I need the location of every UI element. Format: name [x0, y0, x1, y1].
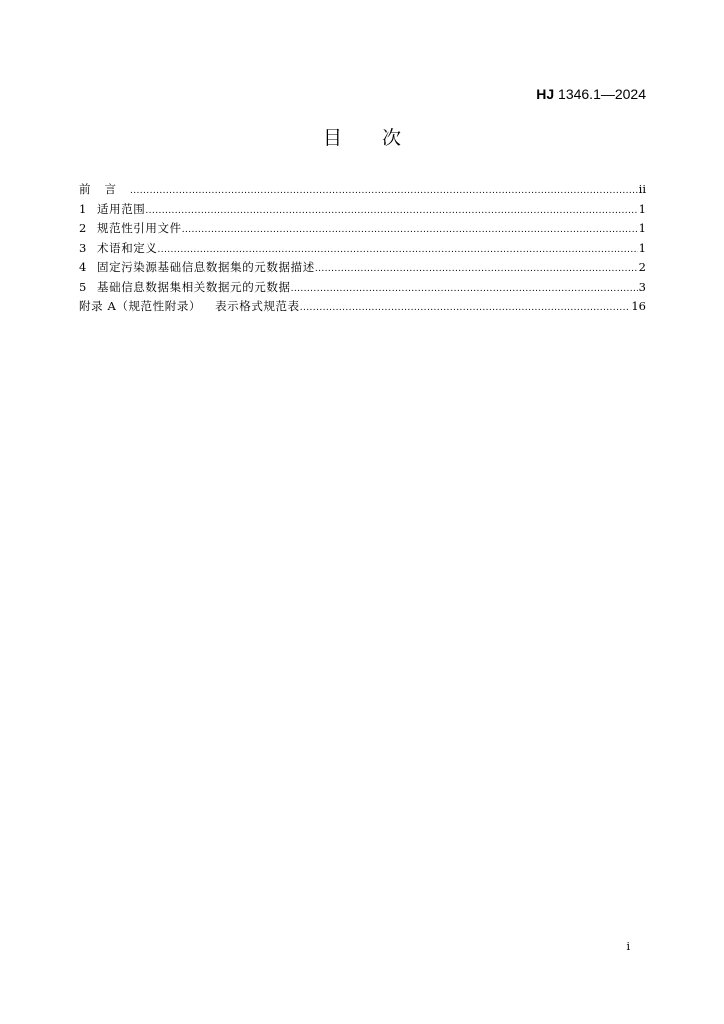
page-title	[0, 123, 724, 150]
standard-number	[536, 86, 646, 102]
toc-entry-preface[interactable]	[79, 180, 646, 200]
toc-leader-dots	[315, 260, 638, 280]
toc-entry-number: 2	[79, 221, 87, 235]
appendix-label: 附录 A（规范性附录）	[79, 299, 202, 313]
appendix-title: 表示格式规范表	[215, 299, 300, 313]
toc-entry-dataset-metadata[interactable]	[79, 258, 646, 278]
toc-entry-scope[interactable]	[79, 200, 646, 220]
toc-entry-label: 前言	[79, 182, 130, 196]
page-number: i	[626, 940, 630, 953]
toc-leader-dots	[291, 280, 638, 300]
toc-entry-label	[79, 297, 300, 317]
toc-entry-page: 2	[638, 260, 646, 274]
toc-entry-number: 4	[79, 260, 87, 274]
toc-leader-dots	[182, 221, 638, 241]
title-part-1: 目	[322, 127, 342, 149]
title-part-2: 次	[382, 127, 402, 149]
toc-entry-appendix-a[interactable]	[79, 297, 646, 317]
toc-entry-data-element-metadata[interactable]	[79, 278, 646, 298]
toc-entry-label: 适用范围	[97, 201, 146, 216]
toc-entry-page: ii	[638, 182, 646, 196]
toc-leader-dots	[130, 182, 638, 202]
standard-code: 1346.1—2024	[558, 86, 646, 102]
table-of-contents	[79, 180, 646, 317]
toc-entry-number: 3	[79, 240, 87, 255]
toc-entry-label: 术语和定义	[97, 240, 158, 255]
toc-entry-page: 1	[638, 240, 646, 255]
toc-leader-dots	[300, 299, 631, 319]
toc-leader-dots	[145, 202, 637, 222]
toc-entry-label: 固定污染源基础信息数据集的元数据描述	[97, 260, 315, 274]
toc-entry-page: 1	[638, 221, 646, 235]
toc-entry-label: 基础信息数据集相关数据元的元数据	[97, 279, 291, 294]
toc-entry-normative-references[interactable]	[79, 219, 646, 239]
toc-entry-page: 16	[631, 299, 646, 313]
toc-entry-page: 3	[638, 279, 646, 294]
standard-prefix: HJ	[536, 86, 555, 102]
toc-entry-page: 1	[638, 201, 646, 216]
toc-entry-number: 1	[79, 201, 87, 216]
toc-entry-number: 5	[79, 279, 87, 294]
toc-entry-label: 规范性引用文件	[97, 221, 182, 235]
toc-entry-terms-definitions[interactable]	[79, 239, 646, 259]
